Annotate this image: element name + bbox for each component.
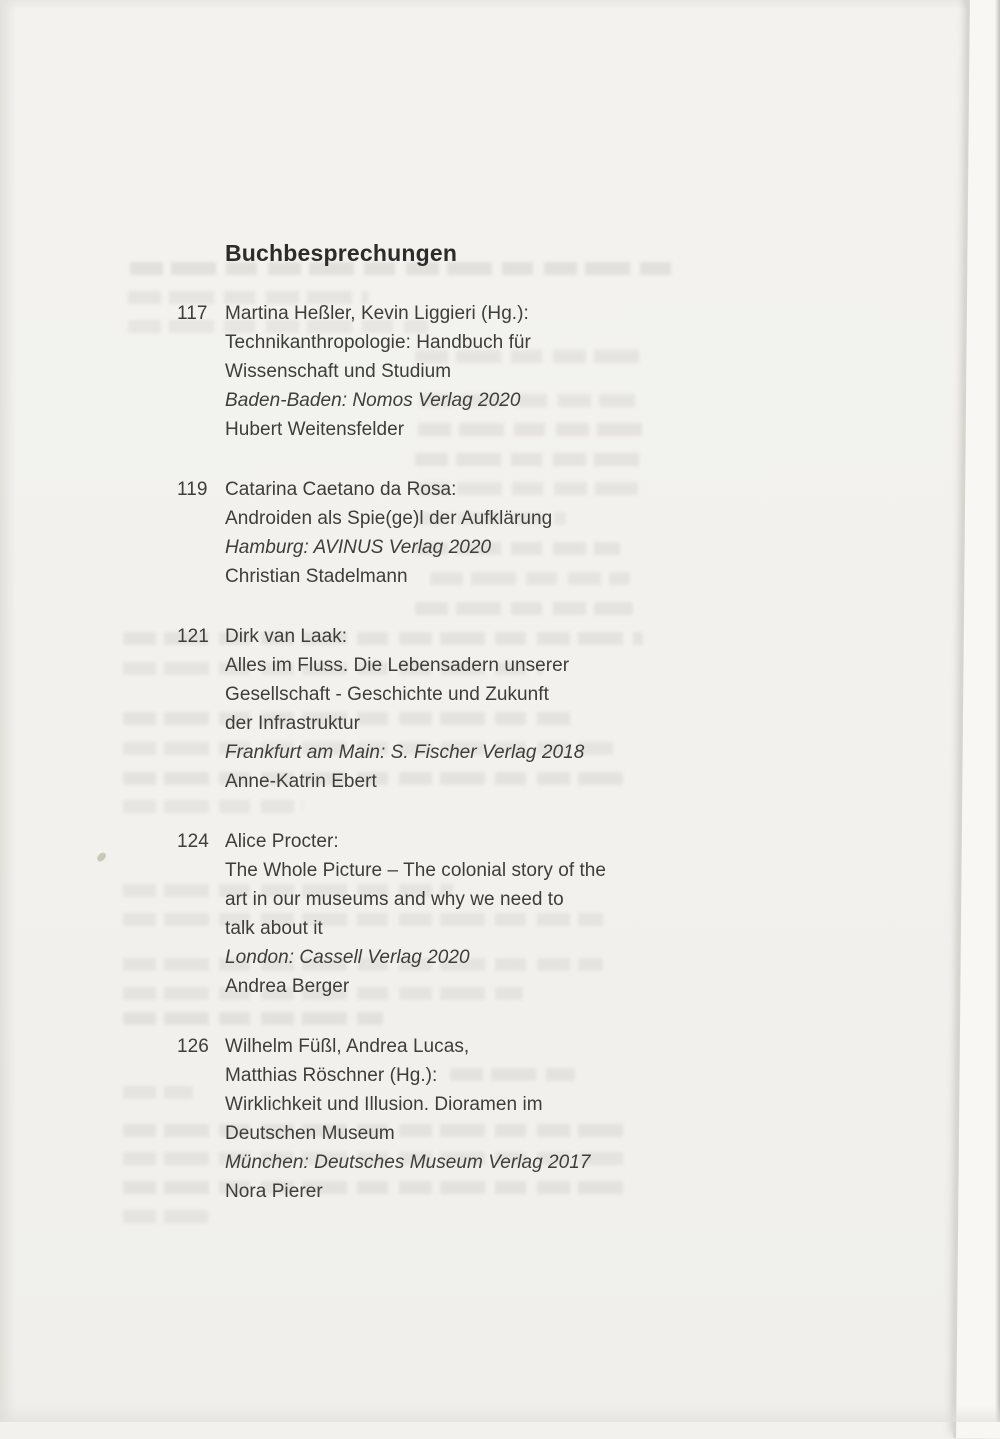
ink-speck xyxy=(96,851,107,863)
toc-entry-124 xyxy=(177,827,817,1001)
entry-text xyxy=(225,622,584,796)
entry-title-line: Alles im Fluss. Die Lebensadern unserer xyxy=(225,655,570,676)
right-edge-line xyxy=(995,0,1000,1422)
page-heading: Buchbesprechungen xyxy=(225,240,458,266)
entry-author-line: Dirk van Laak: xyxy=(225,626,348,647)
entry-publisher-line: München: Deutsches Museum Verlag 2017 xyxy=(225,1152,591,1173)
top-edge-shadow xyxy=(0,0,1000,10)
page-edge-seam xyxy=(953,0,1000,1439)
entry-text xyxy=(225,1032,591,1206)
bottom-edge-shadow xyxy=(0,1406,1000,1422)
entry-reviewer-line: Hubert Weitensfelder xyxy=(225,419,405,440)
entry-page-number: 121 xyxy=(177,626,209,647)
entry-title-line: art in our museums and why we need to xyxy=(225,889,564,910)
entry-publisher-line: Baden-Baden: Nomos Verlag 2020 xyxy=(225,390,521,411)
entry-author-line: Catarina Caetano da Rosa: xyxy=(225,479,457,500)
toc-content xyxy=(177,238,817,1237)
toc-entry-117 xyxy=(177,299,817,444)
entry-publisher-line: Hamburg: AVINUS Verlag 2020 xyxy=(225,537,492,558)
entry-reviewer-line: Anne-Katrin Ebert xyxy=(225,771,377,792)
entry-text xyxy=(225,827,606,1001)
entry-text xyxy=(225,475,552,591)
entry-page-number: 119 xyxy=(177,479,208,500)
entry-reviewer-line: Christian Stadelmann xyxy=(225,566,408,587)
entry-author-line: Martina Heßler, Kevin Liggieri (Hg.): xyxy=(225,303,529,324)
entry-author-line: Matthias Röschner (Hg.): xyxy=(225,1065,438,1086)
entry-page-number: 126 xyxy=(177,1036,209,1057)
entry-page-number: 124 xyxy=(177,831,209,852)
entry-publisher-line: Frankfurt am Main: S. Fischer Verlag 2018 xyxy=(225,742,585,763)
entry-publisher-line: London: Cassell Verlag 2020 xyxy=(225,947,470,968)
entry-author-line: Alice Procter: xyxy=(225,831,339,852)
entry-title-line: The Whole Picture – The colonial story of the xyxy=(225,860,607,881)
entry-reviewer-line: Nora Pierer xyxy=(225,1181,323,1202)
entry-title-line: Gesellschaft - Geschichte und Zukunft xyxy=(225,684,549,705)
toc-entry-121 xyxy=(177,622,817,796)
entry-title-line: der Infrastruktur xyxy=(225,713,360,734)
left-edge-shadow xyxy=(0,0,16,1422)
entry-title-line: Androiden als Spie(ge)l der Aufklärung xyxy=(225,508,553,529)
entry-title-line: talk about it xyxy=(225,918,323,939)
toc-entry-119 xyxy=(177,475,817,591)
entry-reviewer-line: Andrea Berger xyxy=(225,976,350,997)
entry-text xyxy=(225,299,531,444)
toc-entry-126 xyxy=(177,1032,817,1206)
entry-title-line: Wirklichkeit und Illusion. Dioramen im xyxy=(225,1094,543,1115)
entry-author-line: Wilhelm Füßl, Andrea Lucas, xyxy=(225,1036,470,1057)
entry-title-line: Technikanthropologie: Handbuch für xyxy=(225,332,531,353)
entry-page-number: 117 xyxy=(177,303,208,324)
entry-title-line: Deutschen Museum xyxy=(225,1123,395,1144)
entry-title-line: Wissenschaft und Studium xyxy=(225,361,452,382)
